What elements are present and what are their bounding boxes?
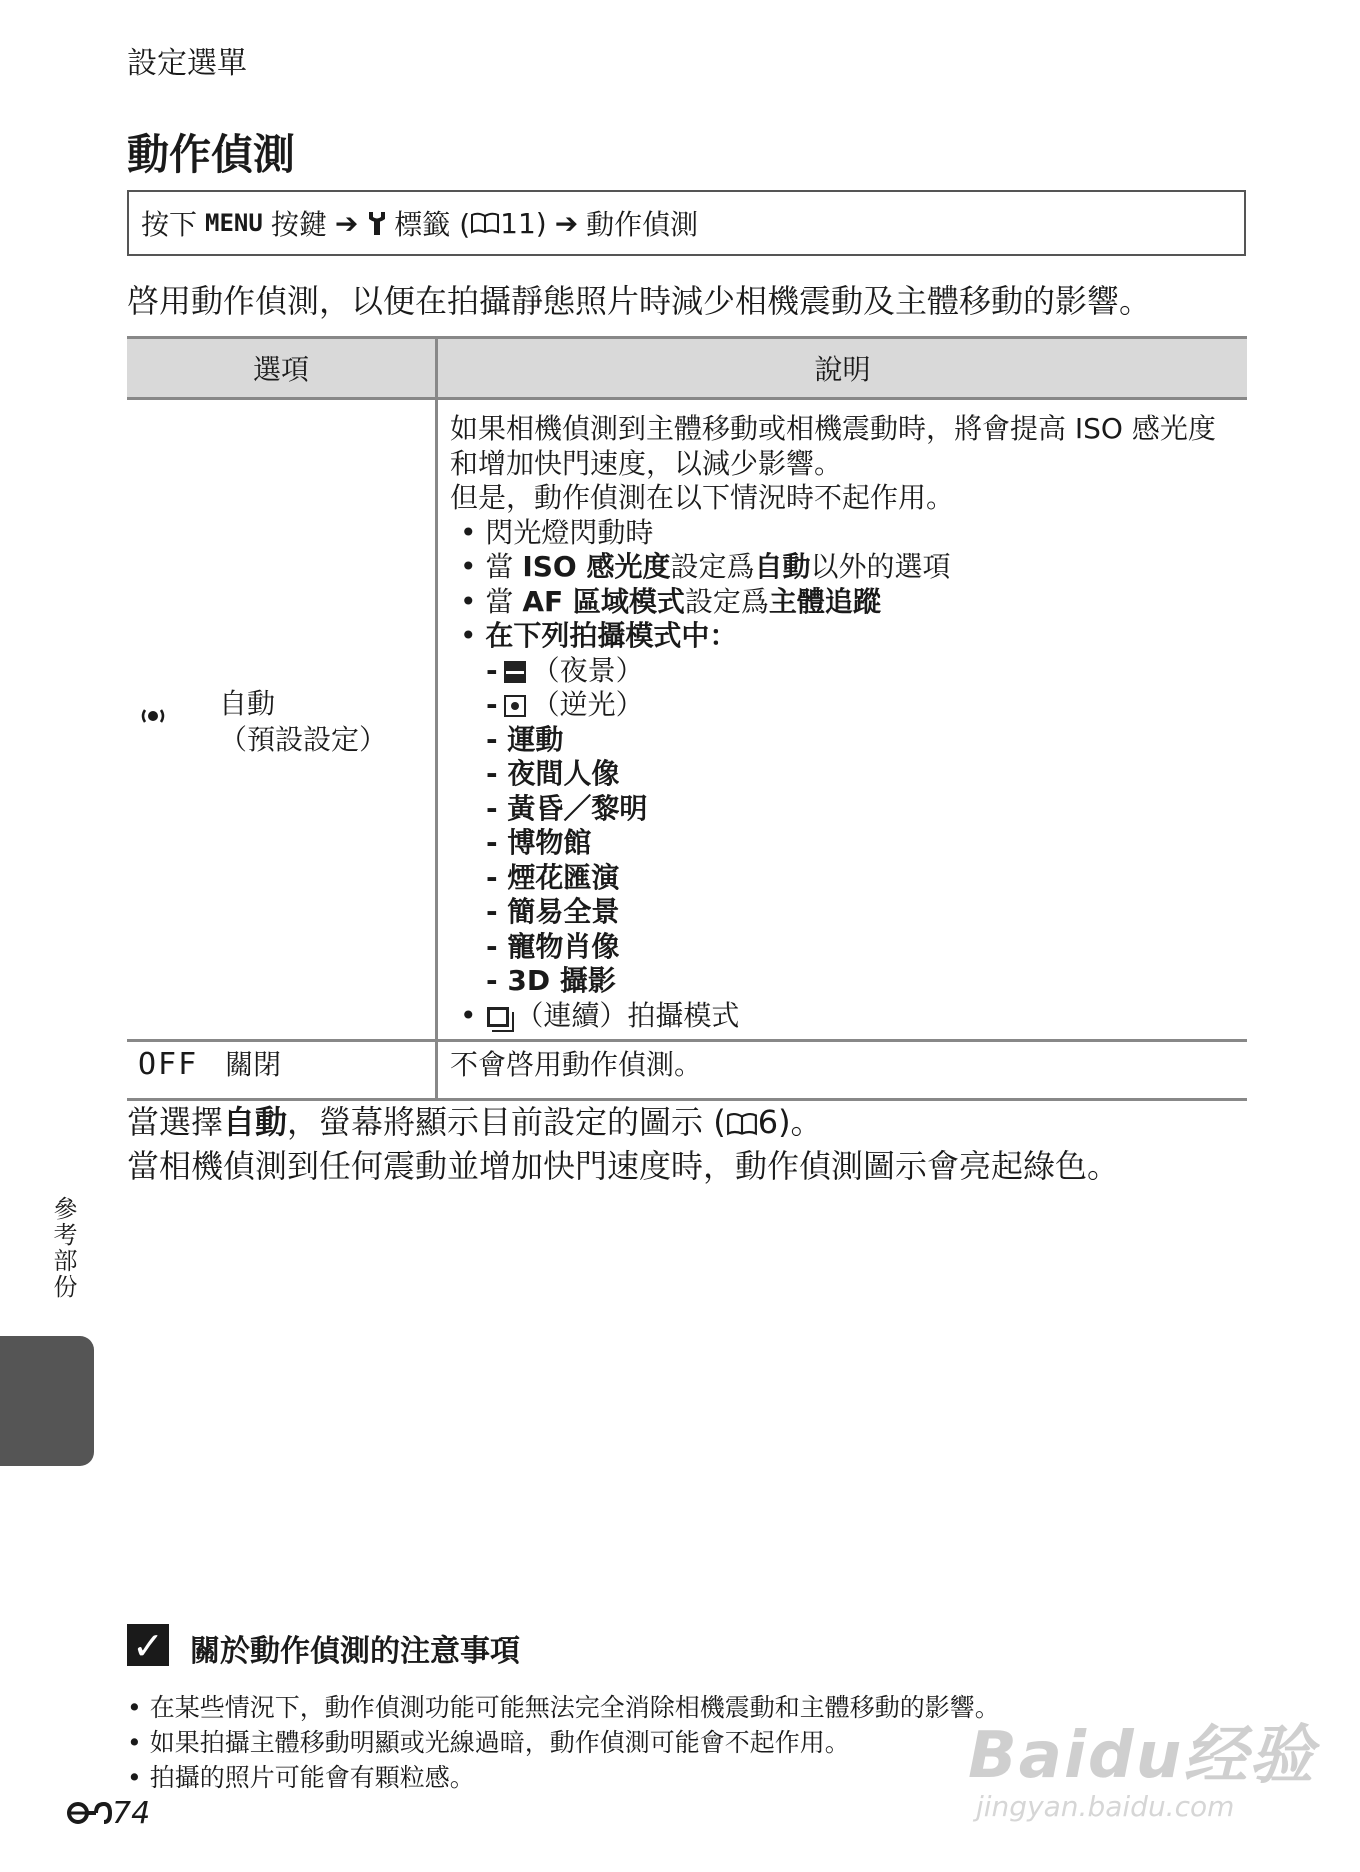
bullet-modes-text: 在下列拍攝模式中： <box>485 619 738 652</box>
continuous-shooting-icon <box>487 1007 509 1027</box>
mode-item: - 博物館 <box>486 826 592 859</box>
page-number <box>66 1796 150 1831</box>
auto-description <box>437 399 1248 1041</box>
nav-target: 動作偵測 <box>586 208 699 241</box>
table-row-auto <box>127 399 1247 1041</box>
desc-paragraph-2: 但是，動作偵測在以下情況時不起作用。 <box>450 481 955 514</box>
desc-paragraph-1: 如果相機偵測到主體移動或相機震動時，將會提高 ISO 感光度和增加快門速度，以減少影響。 <box>450 412 1216 480</box>
bullet-modes: • 在下列拍攝模式中： <box>460 619 738 652</box>
nav-tab-page: 11) <box>500 206 547 240</box>
auto-option-cell <box>127 399 437 1041</box>
header-description: 說明 <box>437 338 1248 399</box>
checkmark-icon: ✓ <box>127 1624 169 1666</box>
night-landscape-icon <box>504 661 526 683</box>
reference-section-icon <box>66 1800 112 1826</box>
vibration-reduction-icon <box>139 702 167 730</box>
note-item: • 如果拍攝主體移動明顯或光線過暗，動作偵測可能會不起作用。 <box>127 1725 1000 1760</box>
backlighting-icon <box>504 695 526 717</box>
bullet-flash-text: 閃光燈閃動時 <box>485 515 654 549</box>
options-table <box>127 336 1247 1101</box>
after-table-text <box>127 1100 1119 1188</box>
wrench-icon <box>366 210 388 236</box>
menu-key: MENU <box>205 209 263 237</box>
auto-label: 自動 <box>219 687 276 720</box>
note-list <box>127 1690 1000 1795</box>
auto-default-label: （預設設定） <box>219 723 388 756</box>
mode-item: - 黃昏／黎明 <box>486 791 648 825</box>
off-option-cell <box>127 1041 437 1100</box>
bullet-af: • 當 AF 區域模式設定爲主體追蹤 <box>460 584 881 618</box>
watermark-url: jingyan.baidu.com <box>976 1790 1235 1823</box>
table-row-off <box>127 1041 1247 1100</box>
mode-item: - 3D 攝影 <box>486 964 616 997</box>
bullet-continuous-text: （連續）拍攝模式 <box>515 998 740 1032</box>
off-label: 關閉 <box>225 1048 282 1081</box>
note-item: • 在某些情況下，動作偵測功能可能無法完全消除相機震動和主體移動的影響。 <box>127 1690 1000 1725</box>
bullet-iso: • 當 ISO 感光度設定爲自動以外的選項 <box>460 550 951 583</box>
section-header: 設定選單 <box>127 46 247 81</box>
book-icon-2 <box>726 1112 758 1136</box>
side-section-label: 參考部份 <box>49 1196 77 1300</box>
nav-tab-label: 標籤 ( <box>394 208 471 241</box>
header-option: 選項 <box>127 338 437 399</box>
off-icon: OFF <box>138 1047 199 1082</box>
auto-label-block <box>219 686 387 758</box>
watermark-logo: Baidu经验 <box>968 1719 1316 1793</box>
off-description: 不會啓用動作偵測。 <box>437 1041 1248 1100</box>
nav-press: 按下 <box>141 208 198 241</box>
mode-item: - 運動 <box>486 722 564 756</box>
after-line-1: 當選擇自動，螢幕將顯示目前設定的圖示 ( 6)。 <box>127 1103 823 1141</box>
mode-night: - （夜景） <box>486 653 644 687</box>
book-icon <box>470 212 500 234</box>
nav-key-word: 按鍵 <box>270 208 327 241</box>
page-title: 動作偵測 <box>127 130 296 179</box>
mode-item: - 簡易全景 <box>486 895 620 928</box>
bullet-flash: • 閃光燈閃動時 <box>460 515 654 549</box>
bullet-continuous: • （連續）拍攝模式 <box>460 998 740 1032</box>
mode-item: - 煙花匯演 <box>486 860 620 894</box>
note-item: • 拍攝的照片可能會有顆粒感。 <box>127 1760 1000 1795</box>
arrow-icon-2: ➔ <box>554 206 579 240</box>
intro-text: 啓用動作偵測，以便在拍攝靜態照片時減少相機震動及主體移動的影響。 <box>127 282 1152 320</box>
mode-item: - 夜間人像 <box>486 757 620 790</box>
mode-item: - 寵物肖像 <box>486 929 620 963</box>
arrow-icon: ➔ <box>334 206 359 240</box>
table-header-row <box>127 338 1247 399</box>
page-number-text: 74 <box>112 1796 151 1831</box>
navigation-path <box>127 190 1246 256</box>
mode-backlight: - （逆光） <box>486 688 644 721</box>
side-tab-marker <box>0 1336 94 1466</box>
after-line-2: 當相機偵測到任何震動並增加快門速度時，動作偵測圖示會亮起綠色。 <box>127 1147 1120 1185</box>
note-title: 關於動作偵測的注意事項 <box>190 1634 520 1669</box>
